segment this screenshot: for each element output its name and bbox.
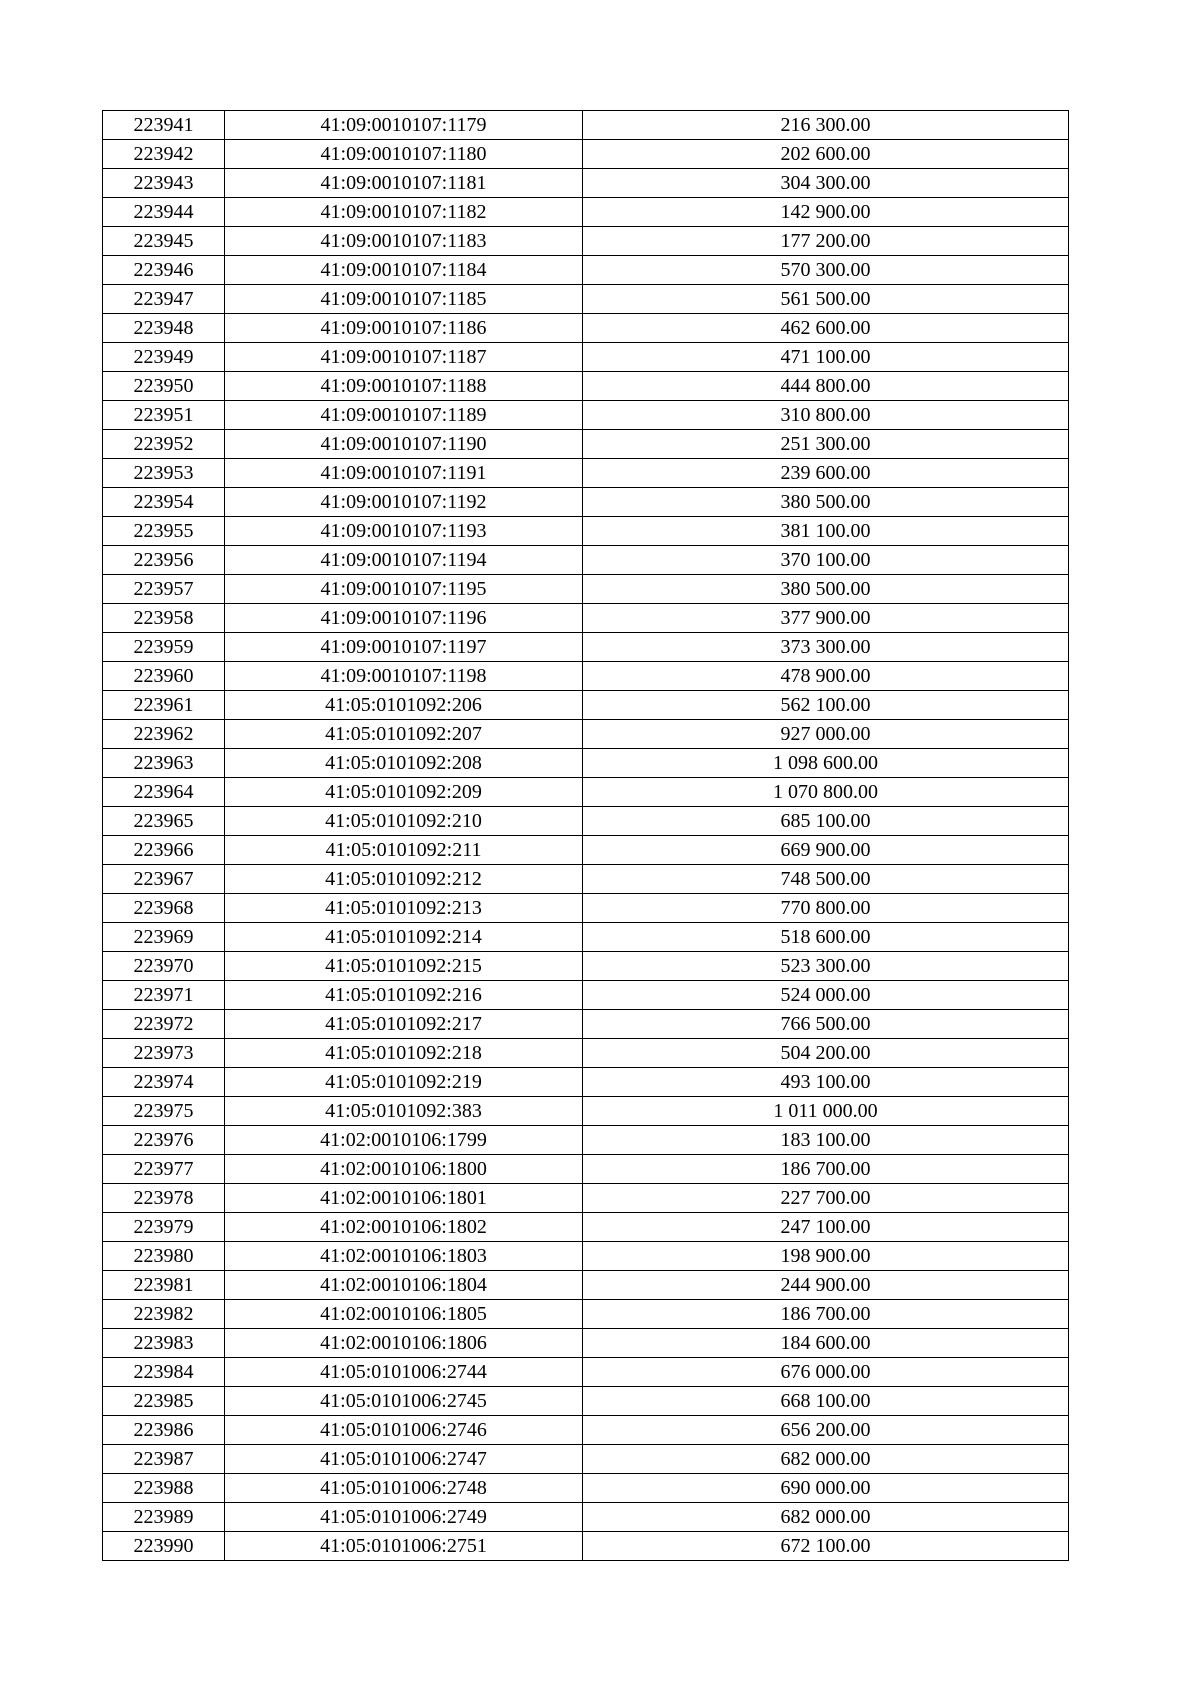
- cadastral-number-cell: 41:09:0010107:1179: [225, 111, 583, 140]
- cadastral-number-cell: 41:05:0101092:211: [225, 836, 583, 865]
- cadastral-number-cell: 41:05:0101092:215: [225, 952, 583, 981]
- value-cell: 177 200.00: [583, 227, 1069, 256]
- table-row: [103, 1039, 1069, 1068]
- table-row: [103, 807, 1069, 836]
- cadastral-number-cell: 41:05:0101006:2751: [225, 1532, 583, 1561]
- cadastral-number-cell: 41:05:0101092:210: [225, 807, 583, 836]
- cadastral-number-cell: 41:09:0010107:1193: [225, 517, 583, 546]
- value-cell: 373 300.00: [583, 633, 1069, 662]
- cadastral-number-cell: 41:05:0101092:206: [225, 691, 583, 720]
- row-number-cell: 223988: [103, 1474, 225, 1503]
- row-number-cell: 223969: [103, 923, 225, 952]
- table-row: [103, 169, 1069, 198]
- cadastral-number-cell: 41:09:0010107:1196: [225, 604, 583, 633]
- value-cell: 184 600.00: [583, 1329, 1069, 1358]
- value-cell: 1 011 000.00: [583, 1097, 1069, 1126]
- table-row: [103, 343, 1069, 372]
- table-row: [103, 256, 1069, 285]
- table-row: [103, 1503, 1069, 1532]
- value-cell: 690 000.00: [583, 1474, 1069, 1503]
- cadastral-number-cell: 41:05:0101092:213: [225, 894, 583, 923]
- value-cell: 927 000.00: [583, 720, 1069, 749]
- cadastral-number-cell: 41:09:0010107:1184: [225, 256, 583, 285]
- cadastral-number-cell: 41:05:0101092:212: [225, 865, 583, 894]
- cadastral-number-cell: 41:05:0101006:2746: [225, 1416, 583, 1445]
- cadastral-number-cell: 41:05:0101092:214: [225, 923, 583, 952]
- row-number-cell: 223973: [103, 1039, 225, 1068]
- table-row: [103, 836, 1069, 865]
- value-cell: 216 300.00: [583, 111, 1069, 140]
- table-row: [103, 1387, 1069, 1416]
- row-number-cell: 223951: [103, 401, 225, 430]
- row-number-cell: 223983: [103, 1329, 225, 1358]
- value-cell: 682 000.00: [583, 1503, 1069, 1532]
- value-cell: 685 100.00: [583, 807, 1069, 836]
- table-row: [103, 575, 1069, 604]
- row-number-cell: 223984: [103, 1358, 225, 1387]
- row-number-cell: 223978: [103, 1184, 225, 1213]
- value-cell: 239 600.00: [583, 459, 1069, 488]
- row-number-cell: 223990: [103, 1532, 225, 1561]
- cadastral-number-cell: 41:02:0010106:1802: [225, 1213, 583, 1242]
- cadastral-number-cell: 41:05:0101006:2748: [225, 1474, 583, 1503]
- value-cell: 676 000.00: [583, 1358, 1069, 1387]
- row-number-cell: 223958: [103, 604, 225, 633]
- value-cell: 524 000.00: [583, 981, 1069, 1010]
- value-cell: 304 300.00: [583, 169, 1069, 198]
- value-cell: 142 900.00: [583, 198, 1069, 227]
- row-number-cell: 223943: [103, 169, 225, 198]
- table-row: [103, 459, 1069, 488]
- row-number-cell: 223977: [103, 1155, 225, 1184]
- table-row: [103, 285, 1069, 314]
- row-number-cell: 223941: [103, 111, 225, 140]
- table-row: [103, 633, 1069, 662]
- value-cell: 669 900.00: [583, 836, 1069, 865]
- value-cell: 478 900.00: [583, 662, 1069, 691]
- table-row: [103, 1300, 1069, 1329]
- row-number-cell: 223965: [103, 807, 225, 836]
- row-number-cell: 223966: [103, 836, 225, 865]
- value-cell: 186 700.00: [583, 1155, 1069, 1184]
- value-cell: 766 500.00: [583, 1010, 1069, 1039]
- cadastral-number-cell: 41:05:0101092:218: [225, 1039, 583, 1068]
- cadastral-number-cell: 41:02:0010106:1803: [225, 1242, 583, 1271]
- cadastral-number-cell: 41:05:0101092:207: [225, 720, 583, 749]
- table-row: [103, 1010, 1069, 1039]
- table-row: [103, 749, 1069, 778]
- table-row: [103, 314, 1069, 343]
- cadastral-number-cell: 41:09:0010107:1195: [225, 575, 583, 604]
- value-cell: 462 600.00: [583, 314, 1069, 343]
- value-cell: 183 100.00: [583, 1126, 1069, 1155]
- row-number-cell: 223961: [103, 691, 225, 720]
- table-body: [103, 111, 1069, 1561]
- row-number-cell: 223956: [103, 546, 225, 575]
- cadastral-number-cell: 41:09:0010107:1191: [225, 459, 583, 488]
- row-number-cell: 223948: [103, 314, 225, 343]
- table-row: [103, 1242, 1069, 1271]
- table-row: [103, 952, 1069, 981]
- value-cell: 247 100.00: [583, 1213, 1069, 1242]
- row-number-cell: 223982: [103, 1300, 225, 1329]
- cadastral-number-cell: 41:09:0010107:1186: [225, 314, 583, 343]
- table-row: [103, 198, 1069, 227]
- cadastral-number-cell: 41:09:0010107:1181: [225, 169, 583, 198]
- cadastral-number-cell: 41:05:0101092:383: [225, 1097, 583, 1126]
- cadastral-number-cell: 41:09:0010107:1198: [225, 662, 583, 691]
- value-cell: 444 800.00: [583, 372, 1069, 401]
- table-row: [103, 1097, 1069, 1126]
- row-number-cell: 223976: [103, 1126, 225, 1155]
- cadastral-number-cell: 41:05:0101006:2747: [225, 1445, 583, 1474]
- cadastral-number-cell: 41:09:0010107:1190: [225, 430, 583, 459]
- table-row: [103, 1329, 1069, 1358]
- row-number-cell: 223946: [103, 256, 225, 285]
- cadastral-number-cell: 41:09:0010107:1180: [225, 140, 583, 169]
- table-row: [103, 111, 1069, 140]
- cadastral-number-cell: 41:05:0101092:217: [225, 1010, 583, 1039]
- row-number-cell: 223945: [103, 227, 225, 256]
- cadastral-number-cell: 41:02:0010106:1801: [225, 1184, 583, 1213]
- row-number-cell: 223968: [103, 894, 225, 923]
- value-cell: 672 100.00: [583, 1532, 1069, 1561]
- cadastral-number-cell: 41:09:0010107:1192: [225, 488, 583, 517]
- value-cell: 377 900.00: [583, 604, 1069, 633]
- row-number-cell: 223947: [103, 285, 225, 314]
- value-cell: 202 600.00: [583, 140, 1069, 169]
- table-row: [103, 662, 1069, 691]
- value-cell: 656 200.00: [583, 1416, 1069, 1445]
- row-number-cell: 223975: [103, 1097, 225, 1126]
- value-cell: 570 300.00: [583, 256, 1069, 285]
- value-cell: 380 500.00: [583, 575, 1069, 604]
- row-number-cell: 223950: [103, 372, 225, 401]
- cadastral-number-cell: 41:09:0010107:1183: [225, 227, 583, 256]
- row-number-cell: 223953: [103, 459, 225, 488]
- table-row: [103, 140, 1069, 169]
- cadastral-number-cell: 41:02:0010106:1805: [225, 1300, 583, 1329]
- row-number-cell: 223981: [103, 1271, 225, 1300]
- value-cell: 186 700.00: [583, 1300, 1069, 1329]
- cadastral-number-cell: 41:05:0101092:209: [225, 778, 583, 807]
- cadastral-number-cell: 41:09:0010107:1182: [225, 198, 583, 227]
- value-cell: 198 900.00: [583, 1242, 1069, 1271]
- cadastral-number-cell: 41:09:0010107:1188: [225, 372, 583, 401]
- value-cell: 523 300.00: [583, 952, 1069, 981]
- cadastral-number-cell: 41:05:0101006:2749: [225, 1503, 583, 1532]
- value-cell: 380 500.00: [583, 488, 1069, 517]
- table-row: [103, 720, 1069, 749]
- row-number-cell: 223959: [103, 633, 225, 662]
- row-number-cell: 223944: [103, 198, 225, 227]
- table-row: [103, 1532, 1069, 1561]
- table-row: [103, 372, 1069, 401]
- value-cell: 1 070 800.00: [583, 778, 1069, 807]
- table-row: [103, 488, 1069, 517]
- cadastral-number-cell: 41:05:0101006:2744: [225, 1358, 583, 1387]
- row-number-cell: 223972: [103, 1010, 225, 1039]
- table-row: [103, 1213, 1069, 1242]
- cadastral-number-cell: 41:09:0010107:1185: [225, 285, 583, 314]
- row-number-cell: 223989: [103, 1503, 225, 1532]
- value-cell: 244 900.00: [583, 1271, 1069, 1300]
- row-number-cell: 223955: [103, 517, 225, 546]
- table-row: [103, 430, 1069, 459]
- cadastral-number-cell: 41:05:0101092:219: [225, 1068, 583, 1097]
- table-row: [103, 1155, 1069, 1184]
- table-row: [103, 1445, 1069, 1474]
- value-cell: 562 100.00: [583, 691, 1069, 720]
- value-cell: 518 600.00: [583, 923, 1069, 952]
- cadastral-number-cell: 41:05:0101092:208: [225, 749, 583, 778]
- value-cell: 370 100.00: [583, 546, 1069, 575]
- value-cell: 561 500.00: [583, 285, 1069, 314]
- table-row: [103, 546, 1069, 575]
- value-cell: 770 800.00: [583, 894, 1069, 923]
- value-cell: 381 100.00: [583, 517, 1069, 546]
- cadastral-number-cell: 41:09:0010107:1194: [225, 546, 583, 575]
- table-row: [103, 923, 1069, 952]
- table-row: [103, 1416, 1069, 1445]
- value-cell: 668 100.00: [583, 1387, 1069, 1416]
- cadastral-number-cell: 41:02:0010106:1806: [225, 1329, 583, 1358]
- table-row: [103, 894, 1069, 923]
- row-number-cell: 223971: [103, 981, 225, 1010]
- row-number-cell: 223985: [103, 1387, 225, 1416]
- row-number-cell: 223942: [103, 140, 225, 169]
- table-row: [103, 981, 1069, 1010]
- cadastral-number-cell: 41:05:0101006:2745: [225, 1387, 583, 1416]
- table-row: [103, 1358, 1069, 1387]
- value-cell: 682 000.00: [583, 1445, 1069, 1474]
- table-row: [103, 778, 1069, 807]
- row-number-cell: 223967: [103, 865, 225, 894]
- table-row: [103, 1474, 1069, 1503]
- cadastral-value-table: [102, 110, 1069, 1561]
- table-row: [103, 691, 1069, 720]
- row-number-cell: 223974: [103, 1068, 225, 1097]
- table-row: [103, 227, 1069, 256]
- table-row: [103, 1184, 1069, 1213]
- table-row: [103, 604, 1069, 633]
- row-number-cell: 223962: [103, 720, 225, 749]
- table-row: [103, 1271, 1069, 1300]
- row-number-cell: 223952: [103, 430, 225, 459]
- row-number-cell: 223957: [103, 575, 225, 604]
- table-row: [103, 865, 1069, 894]
- value-cell: 1 098 600.00: [583, 749, 1069, 778]
- row-number-cell: 223964: [103, 778, 225, 807]
- cadastral-number-cell: 41:02:0010106:1800: [225, 1155, 583, 1184]
- value-cell: 310 800.00: [583, 401, 1069, 430]
- table-row: [103, 1126, 1069, 1155]
- row-number-cell: 223954: [103, 488, 225, 517]
- row-number-cell: 223960: [103, 662, 225, 691]
- row-number-cell: 223986: [103, 1416, 225, 1445]
- value-cell: 251 300.00: [583, 430, 1069, 459]
- value-cell: 748 500.00: [583, 865, 1069, 894]
- row-number-cell: 223980: [103, 1242, 225, 1271]
- value-cell: 504 200.00: [583, 1039, 1069, 1068]
- value-cell: 471 100.00: [583, 343, 1069, 372]
- row-number-cell: 223987: [103, 1445, 225, 1474]
- table-row: [103, 401, 1069, 430]
- value-cell: 493 100.00: [583, 1068, 1069, 1097]
- cadastral-number-cell: 41:09:0010107:1187: [225, 343, 583, 372]
- row-number-cell: 223963: [103, 749, 225, 778]
- row-number-cell: 223949: [103, 343, 225, 372]
- value-cell: 227 700.00: [583, 1184, 1069, 1213]
- table-row: [103, 1068, 1069, 1097]
- cadastral-number-cell: 41:02:0010106:1804: [225, 1271, 583, 1300]
- row-number-cell: 223970: [103, 952, 225, 981]
- cadastral-number-cell: 41:05:0101092:216: [225, 981, 583, 1010]
- cadastral-number-cell: 41:09:0010107:1197: [225, 633, 583, 662]
- cadastral-number-cell: 41:09:0010107:1189: [225, 401, 583, 430]
- cadastral-number-cell: 41:02:0010106:1799: [225, 1126, 583, 1155]
- row-number-cell: 223979: [103, 1213, 225, 1242]
- table-row: [103, 517, 1069, 546]
